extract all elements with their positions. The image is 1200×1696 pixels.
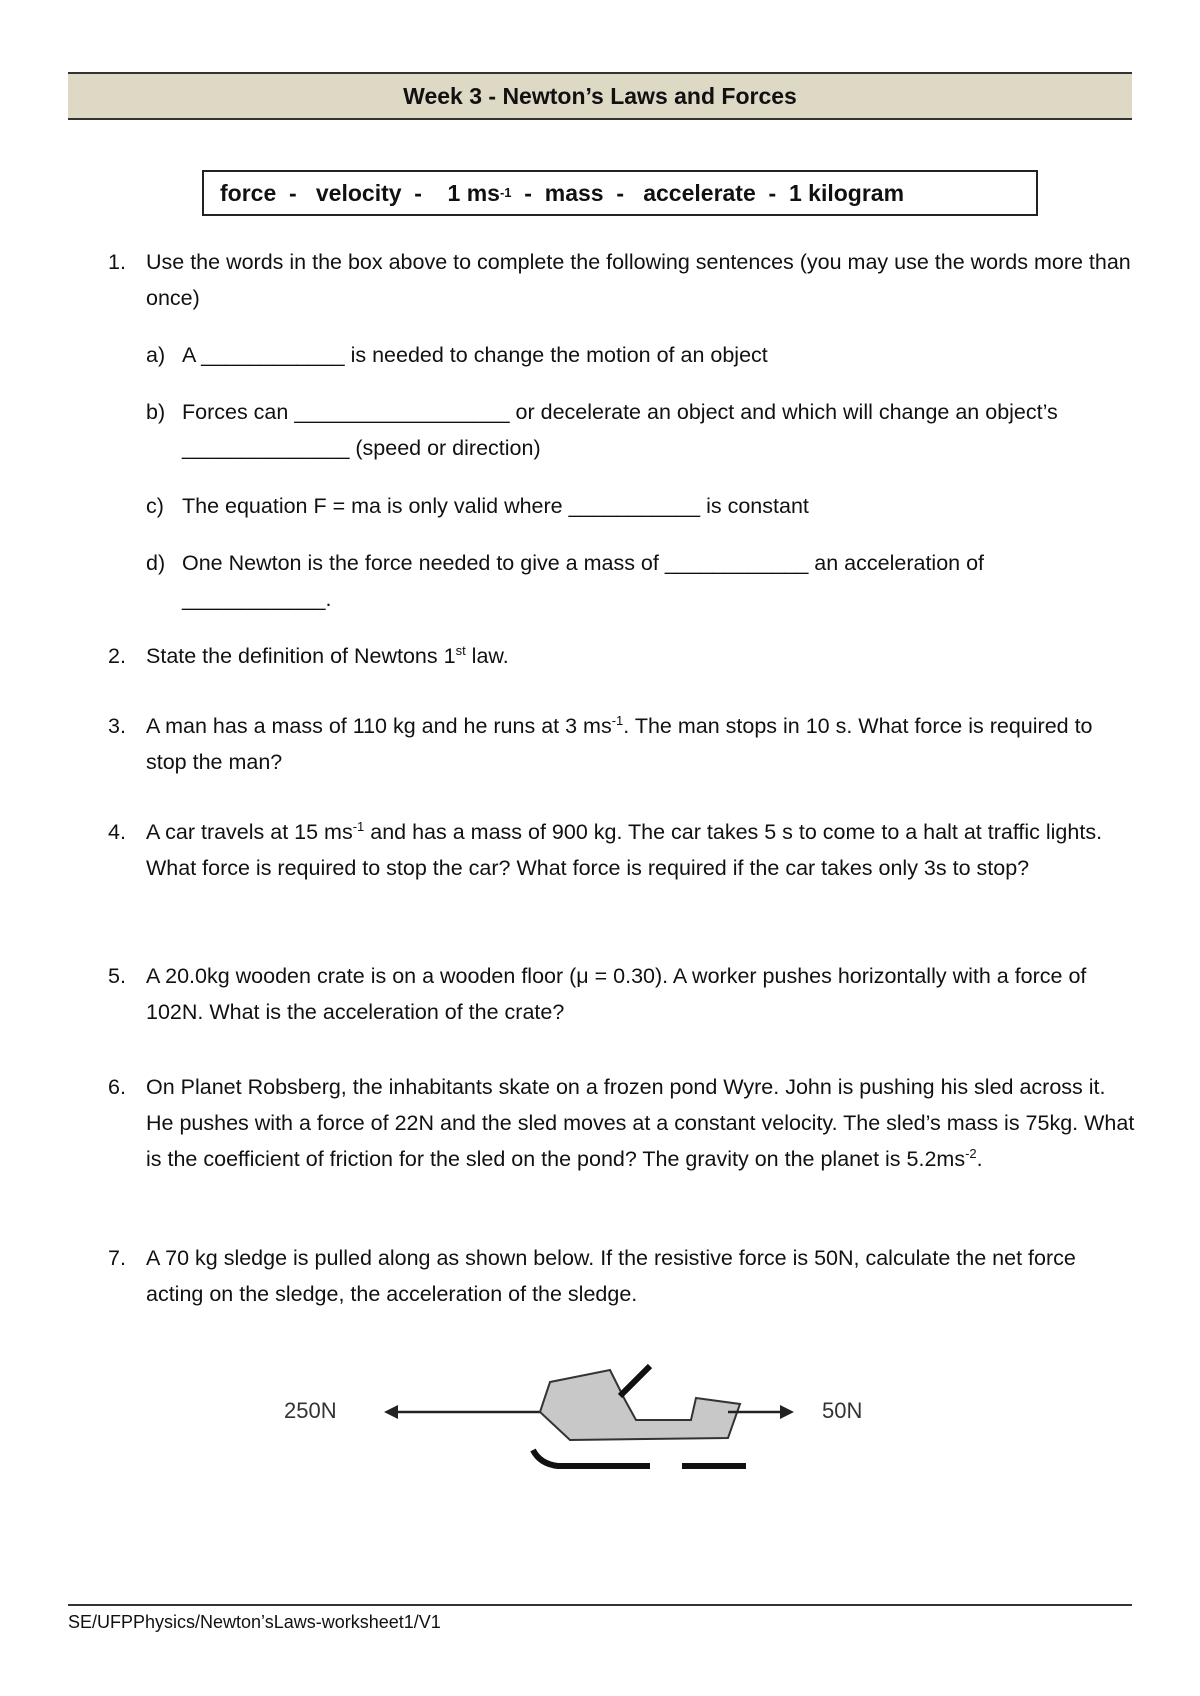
subquestion-letter: a) xyxy=(146,343,166,367)
question-1b xyxy=(146,394,1096,466)
word-velocity: velocity xyxy=(315,179,402,206)
question-text xyxy=(146,814,1138,886)
question-3 xyxy=(108,708,1138,780)
question-2 xyxy=(108,638,1138,674)
question-text-part: . xyxy=(976,1147,983,1171)
page-title xyxy=(68,72,1132,120)
word-force: force xyxy=(220,179,277,206)
question-text-part: A man has a mass of 110 kg and he runs at 3 ms xyxy=(146,714,612,738)
superscript: st xyxy=(455,643,466,658)
question-text: Use the words in the box above to complete the following sentences (you may use the words more than once) xyxy=(146,250,1131,310)
left-arrow xyxy=(384,1405,540,1419)
subquestion-text: One Newton is the force needed to give a mass of ____________ an acceleration of ____________. xyxy=(182,551,985,611)
footer-divider xyxy=(68,1604,1132,1606)
question-number: 4. xyxy=(108,820,126,844)
subquestion-letter: b) xyxy=(146,400,166,424)
word-separator: - xyxy=(276,179,316,206)
question-text: A 70 kg sledge is pulled along as shown below. If the resistive force is 50N, calculate the net force acting on the sledge, the acceleration of the sledge. xyxy=(146,1246,1076,1306)
superscript: -2 xyxy=(965,1146,977,1161)
word-separator: - xyxy=(755,179,789,206)
question-number: 1. xyxy=(108,250,126,274)
question-number: 6. xyxy=(108,1075,126,1099)
question-text-part: law. xyxy=(465,644,509,668)
word-unit-ms: 1 ms xyxy=(447,179,500,206)
question-1 xyxy=(108,244,1138,316)
question-text-part: State the definition of Newtons 1 xyxy=(146,644,456,668)
question-number: 3. xyxy=(108,714,126,738)
word-mass: mass xyxy=(544,179,604,206)
subquestion-letter: c) xyxy=(146,494,164,518)
word-separator: - xyxy=(401,179,448,206)
word-kilogram: 1 kilogram xyxy=(789,179,905,206)
superscript: -1 xyxy=(611,713,624,728)
sledge-shape xyxy=(533,1366,746,1466)
superscript: -1 xyxy=(352,819,365,834)
question-5 xyxy=(108,958,1138,1030)
subquestion-text: A ____________ is needed to change the motion of an object xyxy=(182,343,768,367)
question-text xyxy=(146,1069,1138,1177)
sledge-force-diagram xyxy=(250,1360,950,1500)
subquestion-text: The equation F = ma is only valid where ___________ is constant xyxy=(182,494,809,518)
subquestion-text: Forces can __________________ or decelerate an object and which will change an object’s ______________ (speed or direction) xyxy=(182,400,1058,460)
word-accelerate: accelerate xyxy=(643,179,756,206)
subquestion-letter: d) xyxy=(146,551,166,575)
word-bank-box: force - velocity - 1 ms -1 - mass - accelerate - 1 kilogram xyxy=(202,170,1038,216)
question-4 xyxy=(108,814,1138,886)
question-text: A 20.0kg wooden crate is on a wooden floor (μ = 0.30). A worker pushes horizontally with a force of 102N. What is the acceleration of the crate? xyxy=(146,964,1087,1024)
question-text xyxy=(146,638,1138,674)
question-number: 5. xyxy=(108,964,126,988)
question-text-part: On Planet Robsberg, the inhabitants skate on a frozen pond Wyre. John is pushing his sled across it. He pushes with a force of 22N and the sled moves at a constant velocity. The sled’s mass is 75kg. What is the coefficient of friction for the sled on the pond? The gravity on the planet is 5.2ms xyxy=(146,1075,1135,1171)
title-text: Week 3 - Newton’s Laws and Forces xyxy=(403,82,797,109)
question-text xyxy=(146,708,1138,780)
question-text-part: . The man stops in 10 s. What force is required to stop the man? xyxy=(146,714,1093,774)
question-number: 2. xyxy=(108,644,126,668)
question-1c xyxy=(146,488,1096,524)
question-1a xyxy=(146,337,1096,373)
question-text-part: A car travels at 15 ms xyxy=(146,820,353,844)
question-6 xyxy=(108,1069,1138,1177)
question-1d xyxy=(146,545,1096,617)
word-separator: - xyxy=(511,179,545,206)
question-7 xyxy=(108,1240,1138,1312)
footer-reference: SE/UFPPhysics/Newton’sLaws-worksheet1/V1 xyxy=(68,1612,441,1632)
question-number: 7. xyxy=(108,1246,126,1270)
word-separator: - xyxy=(603,179,644,206)
left-force-label: 250N xyxy=(284,1398,337,1423)
right-force-label: 50N xyxy=(822,1398,863,1423)
question-text-part: and has a mass of 900 kg. The car takes 5 s to come to a halt at traffic lights. What force is required to stop the car? What force is required if the car takes only 3s to stop? xyxy=(146,820,1103,880)
